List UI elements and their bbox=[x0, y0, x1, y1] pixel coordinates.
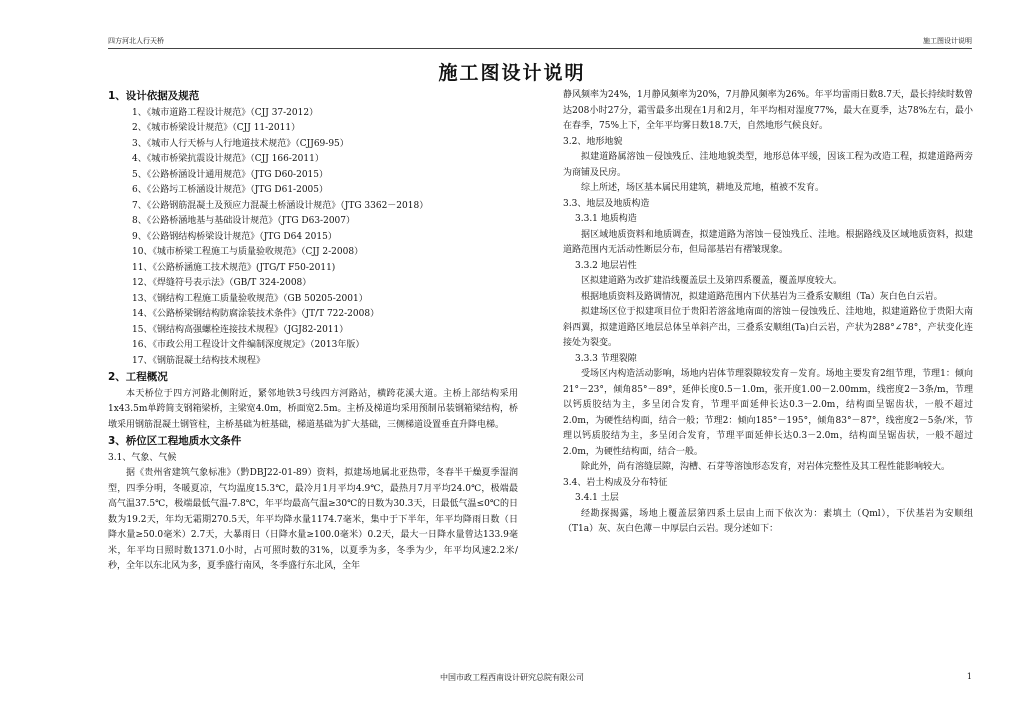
reference-item: 10、《城市桥梁工程施工与质量验收规范》（CJJ 2-2008） bbox=[132, 247, 364, 257]
page-number: 1 bbox=[966, 672, 972, 681]
subsection-3-3-2-para-2: 根据地质资料及路调情况，拟建道路范围内下伏基岩为三叠系安顺组（Ta）灰白色白云岩。 bbox=[581, 291, 943, 302]
reference-item: 13、《钢结构工程施工质量验收规范》（GB 50205-2001） bbox=[132, 293, 368, 304]
reference-item: 8、《公路桥涵地基与基础设计规范》（JTG D63-2007） bbox=[132, 216, 356, 226]
reference-list bbox=[108, 106, 518, 370]
reference-item: 12、《焊缝符号表示法》（GB/T 324-2008） bbox=[132, 278, 312, 288]
subsection-3-1-title: 3.1、气象、气候 bbox=[108, 452, 177, 463]
subsection-3-3-2-para-3: 拟建场区位于拟建项目位于贵阳若溶盆地南面的溶蚀－侵蚀残丘、洼地地，拟建道路位于贵阳大南斜西翼，拟建道路区地层总体呈单斜产出，三叠系安顺组(Ta)白云岩，产状为288°∠78°，产状变化连接处为裂变。 bbox=[563, 307, 973, 348]
section-3-title: 3、桥位区工程地质水文条件 bbox=[108, 435, 242, 447]
subsection-3-3-1-title: 3.3.1 地质构造 bbox=[575, 214, 637, 224]
reference-item: 7、《公路钢筋混凝土及预应力混凝土桥涵设计规范》（JTG 3362－2018） bbox=[132, 200, 429, 211]
reference-item: 5、《公路桥涵设计通用规范》（JTG D60-2015） bbox=[132, 169, 329, 180]
section-2-text: 本天桥位于四方河路北侧附近，紧邻地铁3号线四方河路站，横跨花溪大道。主桥上部结构采用1x43.5m单跨简支钢箱梁桥，主梁宽4.0m，桥面宽2.5m。主桥及梯道均采用预制吊装钢箱梁结构，桥墩采用钢筋混凝土钢管柱，主桥基础为桩基础，梯道基础为扩大基础，三侧梯道设置垂直升降电梯。 bbox=[108, 388, 518, 430]
reference-item: 14、《公路桥梁钢结构防腐涂装技术条件》（JT/T 722-2008） bbox=[132, 309, 380, 319]
right-column bbox=[563, 88, 973, 538]
subsection-3-4-1-title: 3.4.1 土层 bbox=[575, 493, 619, 503]
subsection-3-3-2-title: 3.3.2 地层岩性 bbox=[575, 260, 637, 271]
reference-item: 17、《钢筋混凝土结构技术规程》 bbox=[132, 355, 265, 366]
footer-organization: 中国市政工程西南设计研究总院有限公司 bbox=[440, 673, 584, 682]
page-title: 施工图设计说明 bbox=[438, 62, 586, 84]
reference-item: 2、《城市桥梁设计规范》（CJJ 11-2011） bbox=[132, 123, 301, 133]
subsection-3-4-1-text: 经勘探揭露，场地上覆盖层第四系土层由上而下依次为：素填土（Qml），下伏基岩为安顺组（T1a）灰、灰白色薄－中厚层白云岩。现分述如下： bbox=[563, 508, 973, 534]
header-project-name: 四方河北人行天桥 bbox=[108, 37, 164, 45]
subsection-3-3-title: 3.3、地层及地质构造 bbox=[563, 198, 650, 209]
reference-item: 11、《公路桥涵施工技术规范》(JTG/T F50-2011) bbox=[132, 262, 336, 273]
subsection-3-2-para-2: 综上所述，场区基本属民用建筑，耕地及荒地，植被不发育。 bbox=[581, 183, 825, 193]
subsection-3-3-3-text: 受场区内构造活动影响，场地内岩体节理裂隙较发育－发育。场地主要发育2组节理，节理1：倾向21°－23°，倾角85°－89°，延伸长度0.5－1.0m，张开度1.00－2.00mm，线密度2－3条/m，节理以钙质胶结为主，多呈闭合发育，节理平面延伸长达0.3－2.0m，结构面呈锯齿状，一般不超过2.0m，为硬性结构面，结合一般；节理2：倾向185°－195°，倾角83°－87°，线密度2－5条/米，节理以钙质胶结为主，多呈闭合发育，节理平面延伸长达0.3－2.0m，结构面呈锯齿状，一般不超过2.0m，为硬性结构面，结合一般。 bbox=[563, 369, 973, 457]
subsection-3-2-para-1: 拟建道路属溶蚀－侵蚀残丘、洼地地貌类型，地形总体平缓，因该工程为改造工程，拟建道路两旁为商铺及民房。 bbox=[563, 152, 973, 178]
reference-item: 9、《公路钢结构桥梁设计规范》（JTG D64 2015） bbox=[132, 231, 337, 242]
reference-item: 4、《城市桥梁抗震设计规范》（CJJ 166-2011） bbox=[132, 154, 324, 164]
subsection-3-1-text: 据《贵州省建筑气象标准》（黔DBJ22-01-89）资料，拟建场地属北亚热带，冬春半干燥夏季湿润型，四季分明，冬暖夏凉，气均温度15.3℃，最冷月1月平均4.9℃，最热月7月平均24.0℃，极端最高气温37.5℃，极端最低气温-7.8℃，年平均最高气温≥30℃的日数为30.3天，日最低气温≤0℃的日数为19.2天，年均无霜期270.5天，年平均降水量1174.7毫米，集中于下半年，年平均降雨日数（日降水量≥50.0毫米）2.7天，大暴雨日（日降水量≥100.0毫米）0.2天，最大一日降水量曾达133.9毫米，年平均日照时数1371.0小时，占可照时数的31%，以夏季为多，冬季为少，年平均风速2.2米/秒，全年以东北风为多，夏季盛行南风，冬季盛行东北风，全年 bbox=[108, 468, 518, 571]
left-column bbox=[108, 88, 518, 575]
reference-item: 1、《城市道路工程设计规范》（CJJ 37-2012） bbox=[132, 107, 319, 118]
subsection-3-4-title: 3.4、岩土构成及分布特征 bbox=[563, 477, 668, 488]
section-2-title: 2、工程概况 bbox=[108, 371, 168, 383]
header-doc-name: 施工图设计说明 bbox=[923, 37, 972, 45]
subsection-3-3-2-para-1: 区拟建道路为改扩建沿线覆盖层土及第四系覆盖，覆盖厚度较大。 bbox=[581, 276, 843, 286]
climate-continued-text: 静风频率为24%，1月静风频率为20%，7月静风频率为26%。年平均雷雨日数8.7天，最长持续时数曾达208小时27分，霜雪最多出现在1月和2月，年平均相对湿度77%，最大在夏季，达78%左右，最小在春季，75%上下，全年平均雾日数18.7天，自然地形气候良好。 bbox=[563, 90, 973, 131]
reference-item: 6、《公路圬工桥涵设计规范》（JTG D61-2005） bbox=[132, 185, 329, 195]
reference-item: 15、《钢结构高强螺栓连接技术规程》（JGJ82-2011） bbox=[132, 324, 349, 335]
section-1-title: 1、设计依据及规范 bbox=[108, 90, 200, 102]
subsection-3-2-title: 3.2、地形地貌 bbox=[563, 136, 623, 147]
subsection-3-3-1-text: 据区域地质资料和地质调查，拟建道路为溶蚀－侵蚀残丘、洼地。根据路线及区域地质资料，拟建道路范围内无活动性断层分布，但局部基岩有褶皱现象。 bbox=[563, 229, 973, 255]
subsection-3-3-3-para-2: 除此外，尚有溶缝层隙，沟槽、石芽等溶蚀形态发育，对岩体完整性及其工程性能影响较大。 bbox=[581, 462, 951, 472]
page-header bbox=[108, 36, 972, 49]
reference-item: 3、《城市人行天桥与人行地道技术规范》（CJJ69-95） bbox=[132, 138, 349, 149]
subsection-3-3-3-title: 3.3.3 节理裂隙 bbox=[575, 353, 637, 364]
reference-item: 16、《市政公用工程设计文件编制深度规定》（2013年版） bbox=[132, 340, 365, 350]
